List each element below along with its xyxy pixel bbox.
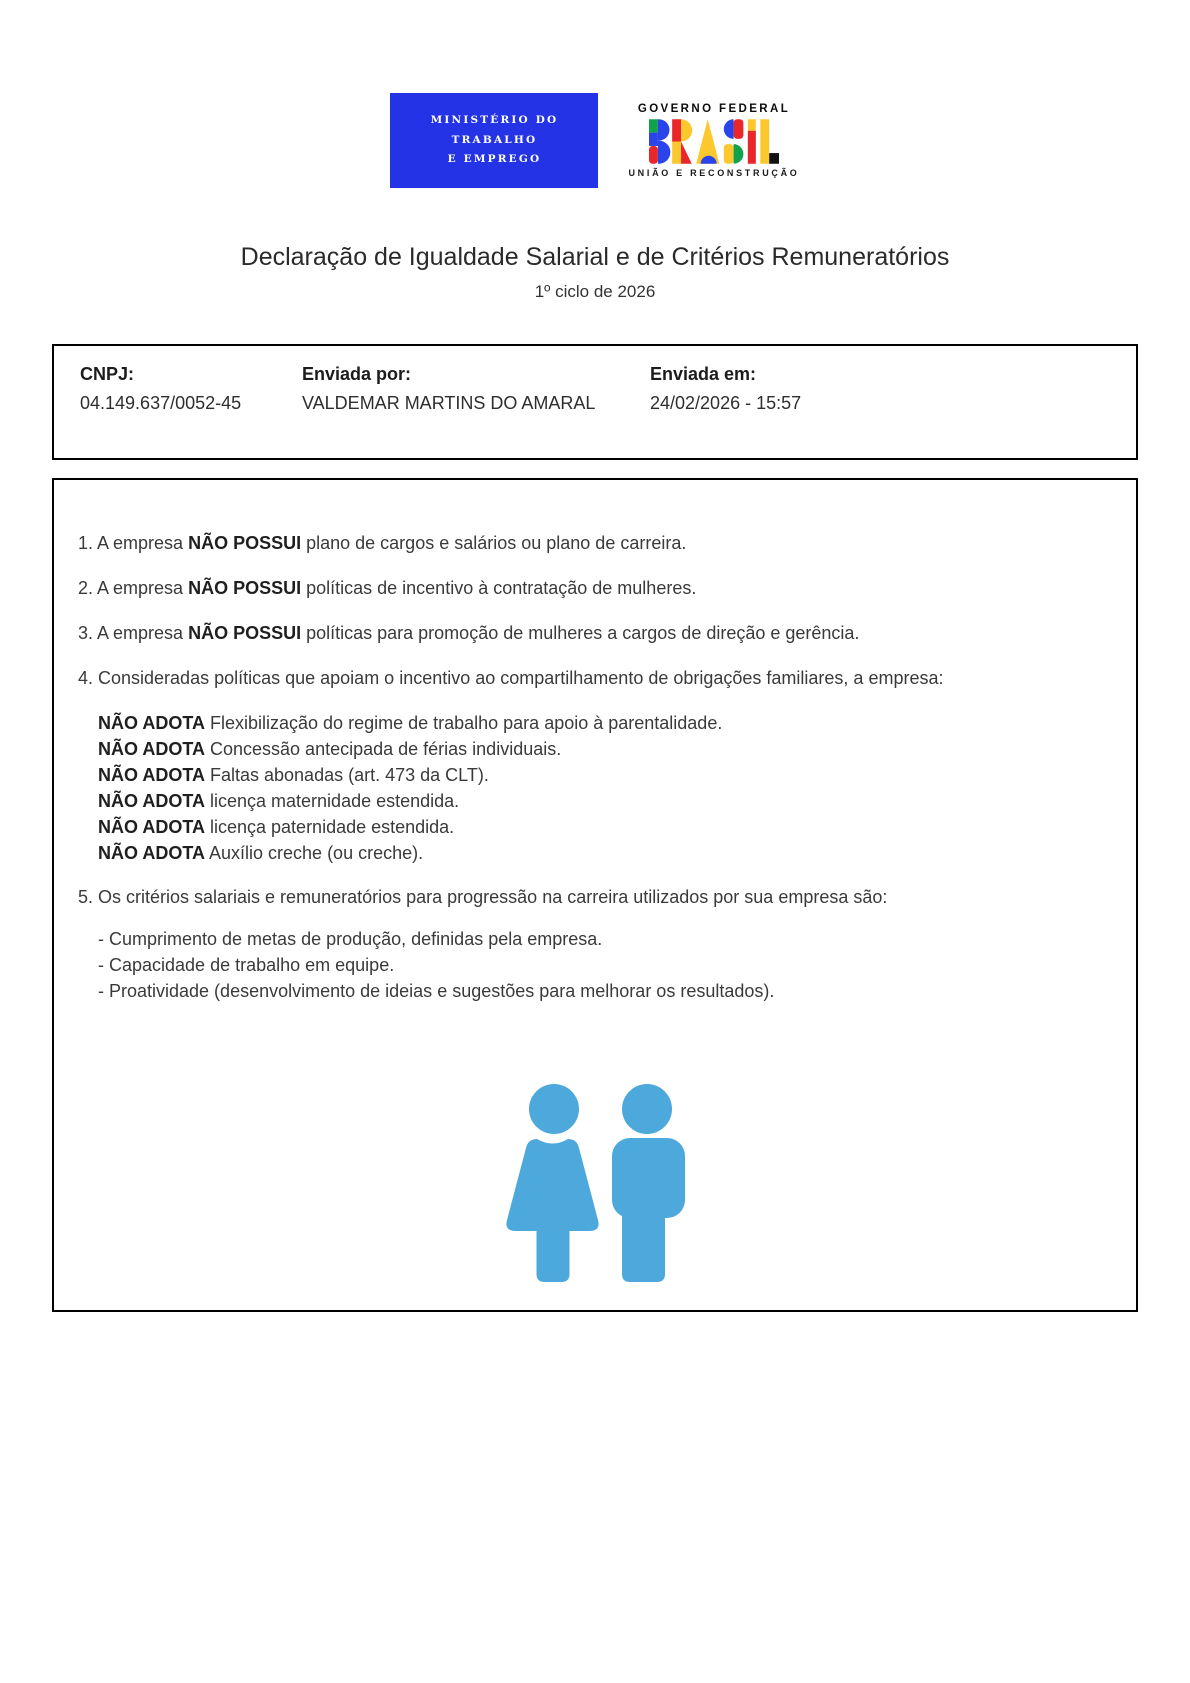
adoption-item (98, 736, 1112, 762)
declaration-item-1 (78, 530, 1112, 556)
cnpj-value: 04.149.637/0052-45 (80, 393, 242, 413)
sender-field (302, 364, 650, 458)
declaration-item-4: 4. Consideradas políticas que apoiam o incentivo ao compartilhamento de obrigações familiares, a empresa: (78, 668, 944, 688)
cnpj-label: CNPJ: (80, 364, 135, 384)
adoption-item (98, 840, 1112, 866)
item-text: Concessão antecipada de férias individuais. (205, 739, 562, 759)
man-woman-figures-icon (505, 1084, 685, 1284)
ministry-logo-line: MINISTÉRIO DO (430, 114, 559, 127)
item-text: políticas de incentivo à contratação de mulheres. (301, 578, 697, 598)
item-bold: NÃO POSSUI (188, 578, 302, 598)
brasil-wordmark-icon (649, 119, 779, 164)
adoption-item (98, 710, 1112, 736)
criteria-item: - Cumprimento de metas de produção, definidas pela empresa. (98, 929, 603, 949)
item-text: 1. A empresa (78, 533, 189, 553)
sender-value: VALDEMAR MARTINS DO AMARAL (302, 393, 596, 413)
criteria-item: - Capacidade de trabalho em equipe. (98, 955, 395, 975)
item-bold: NÃO ADOTA (98, 765, 205, 785)
item-text: políticas para promoção de mulheres a cargos de direção e gerência. (301, 623, 860, 643)
declaration-item-5: 5. Os critérios salariais e remuneratórios para progressão na carreira utilizados por sua empresa são: (78, 887, 888, 907)
page-subtitle: 1º ciclo de 2026 (534, 282, 656, 301)
declaration-item-3 (78, 620, 1112, 646)
sender-label: Enviada por: (302, 364, 412, 384)
page-title: Declaração de Igualdade Salarial e de Critérios Remuneratórios (240, 243, 950, 271)
item-bold: NÃO POSSUI (188, 533, 302, 553)
cnpj-field (80, 364, 302, 458)
submission-info-box (52, 344, 1138, 460)
ministry-logo-line: TRABALHO (451, 133, 538, 146)
item-text: 2. A empresa (78, 578, 189, 598)
header-logos (0, 0, 1190, 188)
declaration-item-2 (78, 575, 1112, 601)
item-bold: NÃO ADOTA (98, 791, 205, 811)
item-bold: NÃO ADOTA (98, 713, 205, 733)
declaration-box (52, 478, 1138, 1312)
item-text: 3. A empresa (78, 623, 189, 643)
item-text: licença maternidade estendida. (205, 791, 460, 811)
item-bold: NÃO ADOTA (98, 817, 205, 837)
sent-at-field (650, 364, 1136, 458)
sent-at-label: Enviada em: (650, 364, 757, 384)
item-text: Flexibilização do regime de trabalho para apoio à parentalidade. (205, 713, 723, 733)
adoption-list (98, 710, 1112, 866)
item-bold: NÃO POSSUI (188, 623, 302, 643)
uniao-reconstrucao-label: UNIÃO E RECONSTRUÇÃO (628, 168, 800, 178)
item-bold: NÃO ADOTA (98, 739, 205, 759)
gov-federal-label: GOVERNO FEDERAL (637, 103, 791, 115)
criteria-item: - Proatividade (desenvolvimento de ideias e sugestões para melhorar os resultados). (98, 981, 775, 1001)
adoption-item (98, 788, 1112, 814)
criteria-list (98, 926, 1112, 1004)
ministry-logo (390, 93, 598, 188)
ministry-logo-line: E EMPREGO (447, 153, 542, 166)
adoption-item (98, 814, 1112, 840)
item-text: Faltas abonadas (art. 473 da CLT). (205, 765, 489, 785)
figures-illustration (78, 1084, 1112, 1284)
adoption-item (98, 762, 1112, 788)
sent-at-value: 24/02/2026 - 15:57 (650, 393, 802, 413)
gov-federal-logo (628, 103, 799, 178)
item-bold: NÃO ADOTA (98, 843, 205, 863)
item-text: Auxílio creche (ou creche). (205, 843, 424, 863)
item-text: plano de cargos e salários ou plano de carreira. (301, 533, 687, 553)
item-text: licença paternidade estendida. (205, 817, 455, 837)
